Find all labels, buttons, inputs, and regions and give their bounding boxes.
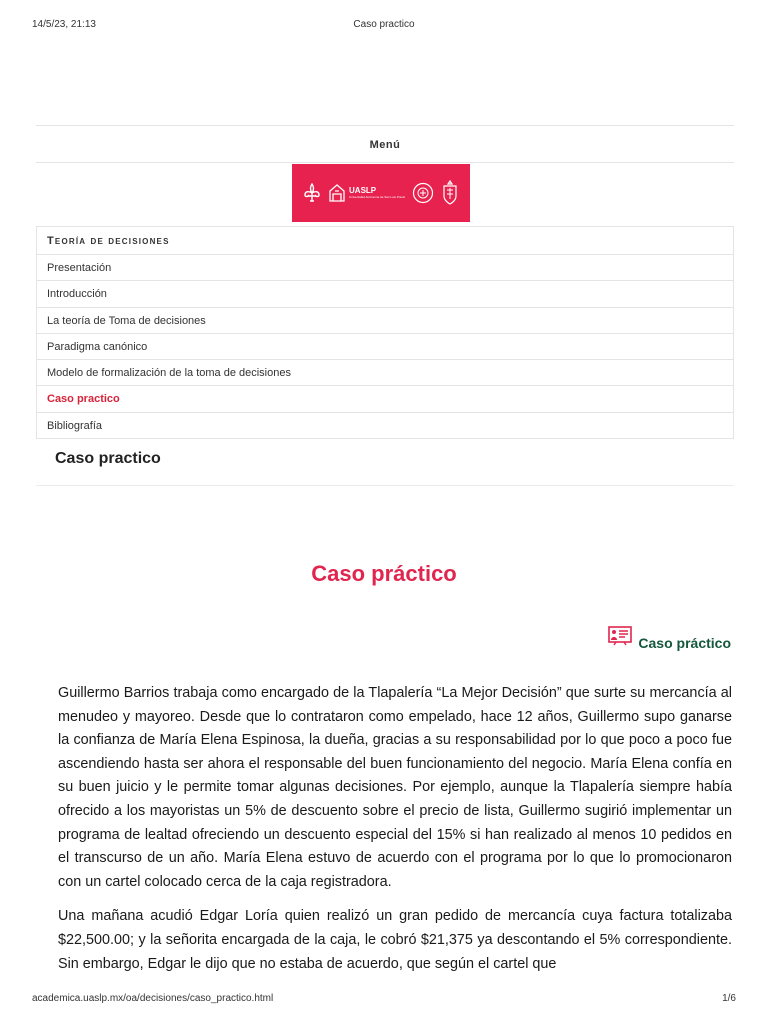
seal-logo <box>412 182 434 204</box>
nav-title: Teoría de decisiones <box>36 227 734 255</box>
nav-item-bibliografia[interactable]: Bibliografía <box>36 413 734 439</box>
uaslp-subtitle: Universidad Autónoma de San Luis Potosí <box>349 195 406 199</box>
case-study-link-label: Caso práctico <box>638 634 731 651</box>
nav-item-caso-practico[interactable]: Caso practico <box>36 386 734 412</box>
institution-logo-banner <box>292 164 470 222</box>
main-title: Caso práctico <box>311 561 457 586</box>
uaslp-logo <box>328 183 405 203</box>
case-study-link[interactable] <box>608 626 731 651</box>
crest-logo <box>441 180 459 206</box>
paragraph: Guillermo Barrios trabaja como encargado de la Tlapalería “La Mejor Decisión” que surte su mercancía al menudeo y mayoreo. Desde que lo contrataron como empelado, hace 12 años, Guillermo supo ganarse la confianza de María Elena Espinosa, la dueña, gracias a su responsabilidad por lo que poco a poco fue ascendiendo hasta ser ahora el responsable del buen funcionamiento del negocio. María Elena confía en su buen juicio y le permite tomar algunas decisiones. Por ejemplo, aunque la Tlapalería siempre había ofrecido a los mayoristas un 5% de descuento sobre el precio de lista, Guillermo sugirió implementar un programa de lealtad ofreciendo un descuento especial del 15% si han realizado al menos 10 pedidos en el transcurso de un año. María Elena estuvo de acuerdo con el programa por lo que lo promocionaron con un cartel colocado cerca de la caja registradora. <box>58 685 732 890</box>
paragraph: Una mañana acudió Edgar Loría quien realizó un gran pedido de mercancía cuya factura totalizaba $22,500.00; y la señorita encargada de la caja, le cobró $21,375 ya descontando el 5% correspondiente. Sin embargo, Edgar le dijo que no estaba de acuerdo, que según el cartel que <box>58 908 732 972</box>
nav-item-presentacion[interactable]: Presentación <box>36 255 734 281</box>
print-url: academica.uaslp.mx/oa/decisiones/caso_practico.html <box>32 993 274 1004</box>
case-body <box>58 682 732 987</box>
menu-toggle[interactable]: Menú <box>36 125 734 163</box>
print-title: Caso practico <box>353 19 415 30</box>
course-navigation <box>36 226 734 439</box>
fleur-de-lis-logo <box>303 183 321 203</box>
nav-item-introduccion[interactable]: Introducción <box>36 281 734 307</box>
nav-item-paradigma-canonico[interactable]: Paradigma canónico <box>36 334 734 360</box>
nav-item-teoria-toma-decisiones[interactable]: La teoría de Toma de decisiones <box>36 308 734 334</box>
presentation-icon <box>608 626 632 651</box>
page-number: 1/6 <box>722 993 736 1004</box>
print-footer <box>32 993 736 1007</box>
print-datetime: 14/5/23, 21:13 <box>32 19 96 30</box>
page-heading: Caso practico <box>55 450 161 467</box>
nav-item-modelo-formalizacion[interactable]: Modelo de formalización de la toma de decisiones <box>36 360 734 386</box>
divider <box>36 485 734 486</box>
uaslp-label: UASLP <box>349 186 377 195</box>
